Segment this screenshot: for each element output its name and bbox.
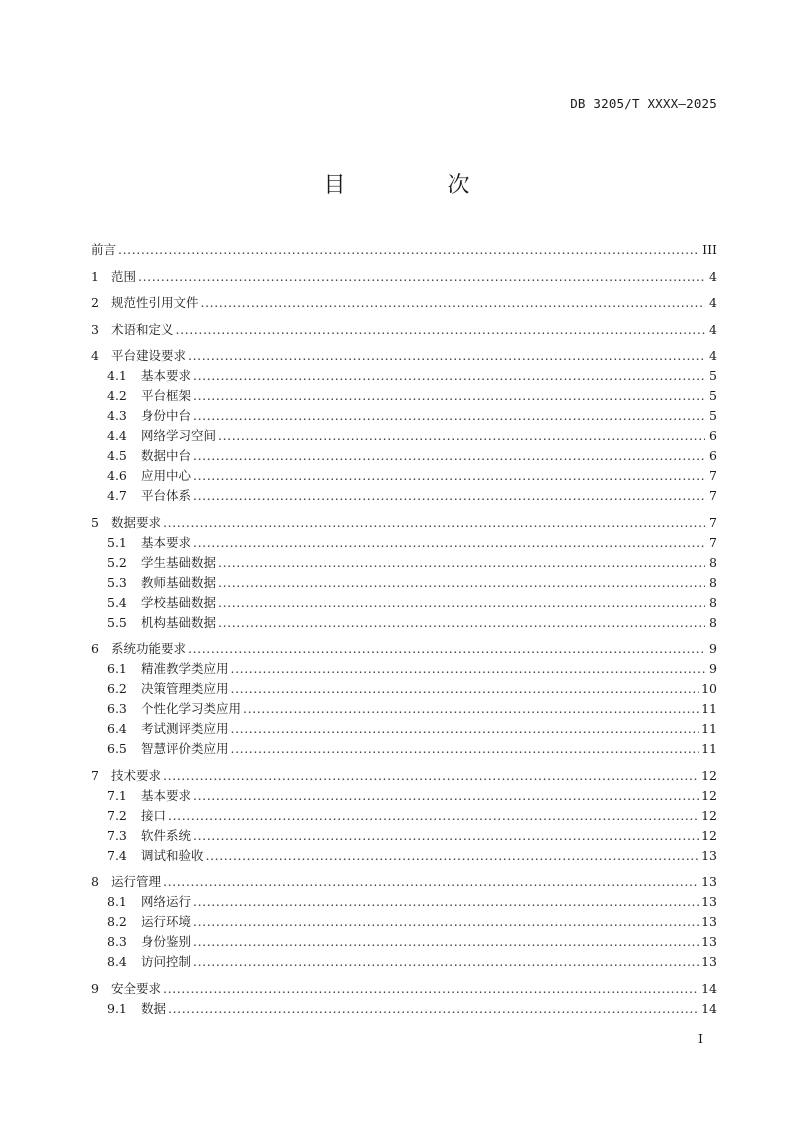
toc-subentry[interactable]	[91, 406, 717, 426]
toc-entry[interactable]	[91, 766, 717, 786]
toc-entry-number: 8.4	[107, 954, 127, 969]
toc-entry-page: 6	[709, 428, 717, 443]
toc-entry-page: 12	[701, 787, 717, 803]
toc-subentry[interactable]	[91, 912, 717, 932]
toc-subentry[interactable]	[91, 533, 717, 553]
toc-entry-number: 4.6	[107, 468, 127, 483]
toc-entry-number: 7	[91, 767, 99, 783]
toc-entry-label: 个性化学习类应用	[141, 701, 242, 716]
toc-entry-page: 9	[709, 641, 717, 656]
toc-entry-page: 12	[701, 807, 717, 823]
toc-entry-label: 范围	[111, 268, 137, 284]
toc-entry-number: 4	[91, 348, 99, 363]
toc-entry[interactable]	[91, 513, 717, 533]
toc-entry-number: 7.1	[107, 787, 127, 803]
toc-entry-page: 7	[709, 468, 717, 483]
toc-subentry[interactable]	[91, 659, 717, 679]
toc-dot-leader	[193, 406, 705, 426]
toc-dot-leader	[163, 872, 699, 892]
toc-dot-leader	[218, 426, 705, 446]
toc-entry-label: 网络运行	[141, 894, 192, 909]
toc-subentry[interactable]	[91, 826, 717, 846]
toc-entry-label: 运行管理	[111, 874, 162, 889]
toc-entry[interactable]	[91, 240, 717, 260]
page-number: I	[698, 1031, 703, 1046]
toc-entry-number: 5.3	[107, 574, 127, 590]
toc-entry[interactable]	[91, 267, 717, 287]
toc-subentry[interactable]	[91, 952, 717, 972]
toc-dot-leader	[206, 846, 700, 866]
toc-entry-page: 13	[701, 914, 717, 929]
toc-entry-page: 11	[701, 721, 717, 736]
toc-subentry[interactable]	[91, 999, 717, 1019]
toc-entry-label: 调试和验收	[141, 847, 204, 863]
toc-subentry[interactable]	[91, 386, 717, 406]
toc-subentry[interactable]	[91, 892, 717, 912]
toc-dot-leader	[218, 613, 705, 633]
toc-entry-number: 6	[91, 641, 99, 656]
toc-entry-number: 6.1	[107, 661, 127, 676]
toc-dot-leader	[193, 366, 705, 386]
toc-dot-leader	[193, 912, 699, 932]
toc-dot-leader	[193, 386, 705, 406]
toc-entry-label: 软件系统	[141, 827, 192, 843]
toc-dot-leader	[168, 806, 699, 826]
document-code: DB 3205/T XXXX—2025	[570, 96, 717, 111]
toc-subentry[interactable]	[91, 486, 717, 506]
toc-subentry[interactable]	[91, 719, 717, 739]
toc-entry-number: 4.2	[107, 388, 127, 403]
toc-entry-label: 平台框架	[141, 388, 192, 403]
toc-entry-label: 前言	[91, 242, 117, 257]
toc-entry-label: 基本要求	[141, 534, 192, 550]
toc-dot-leader	[193, 486, 705, 506]
toc-entry-number: 9.1	[107, 1000, 127, 1016]
toc-entry-page: 11	[701, 701, 717, 716]
toc-dot-leader	[193, 826, 699, 846]
toc-dot-leader	[193, 892, 699, 912]
toc-entry-number: 8	[91, 874, 99, 889]
toc-dot-leader	[163, 513, 705, 533]
toc-entry-page: 4	[709, 268, 717, 284]
toc-subentry[interactable]	[91, 739, 717, 759]
toc-entry-label: 数据中台	[141, 448, 192, 463]
toc-entry-label: 系统功能要求	[111, 641, 187, 656]
toc-entry-number: 4.7	[107, 488, 127, 503]
toc-subentry[interactable]	[91, 786, 717, 806]
toc-entry-page: 12	[701, 827, 717, 843]
toc-entry-label: 网络学习空间	[141, 428, 217, 443]
toc-dot-leader	[163, 979, 699, 999]
toc-entry-label: 机构基础数据	[141, 614, 217, 630]
toc-entry-number: 5.2	[107, 554, 127, 570]
toc-entry-page: 7	[709, 534, 717, 550]
toc-subentry[interactable]	[91, 613, 717, 633]
toc-entry-label: 考试测评类应用	[141, 721, 229, 736]
toc-entry-label: 学校基础数据	[141, 594, 217, 610]
toc-entry[interactable]	[91, 872, 717, 892]
toc-entry-label: 访问控制	[141, 954, 192, 969]
toc-entry-label: 应用中心	[141, 468, 192, 483]
toc-entry-number: 6.2	[107, 681, 127, 696]
toc-dot-leader	[231, 719, 700, 739]
toc-entry[interactable]	[91, 639, 717, 659]
toc-subentry[interactable]	[91, 426, 717, 446]
toc-entry-label: 身份鉴别	[141, 934, 192, 949]
toc-entry-page: 11	[701, 741, 717, 756]
toc-dot-leader	[231, 679, 700, 699]
toc-dot-leader	[188, 639, 705, 659]
toc-subentry[interactable]	[91, 446, 717, 466]
toc-entry-page: 8	[709, 594, 717, 610]
toc-entry-number: 2	[91, 295, 99, 310]
toc-subentry[interactable]	[91, 679, 717, 699]
toc-entry-page: 9	[709, 661, 717, 676]
toc-entry-page: 4	[709, 295, 717, 310]
toc-entry-label: 学生基础数据	[141, 554, 217, 570]
toc-entry-page: 13	[701, 894, 717, 909]
toc-dot-leader	[218, 593, 705, 613]
toc-entry-label: 决策管理类应用	[141, 681, 229, 696]
toc-entry-number: 9	[91, 980, 99, 996]
toc-entry-page: 12	[701, 767, 717, 783]
toc-entry-page: 8	[709, 614, 717, 630]
toc-entry-page: 8	[709, 554, 717, 570]
toc-dot-leader	[118, 240, 700, 260]
toc-entry-page: 7	[709, 488, 717, 503]
toc-entry-label: 基本要求	[141, 787, 192, 803]
toc-entry-number: 7.4	[107, 847, 127, 863]
toc-title: 目 次	[323, 173, 510, 198]
toc-entry-number: 7.3	[107, 827, 127, 843]
toc-dot-leader	[176, 320, 705, 340]
toc-dot-leader	[201, 293, 705, 313]
toc-entry-page: 7	[709, 514, 717, 530]
toc-entry-label: 技术要求	[111, 767, 162, 783]
toc-entry-number: 6.3	[107, 701, 127, 716]
toc-dot-leader	[231, 659, 705, 679]
toc-entry-number: 5.5	[107, 614, 127, 630]
toc-entry[interactable]	[91, 293, 717, 313]
toc-entry-number: 6.4	[107, 721, 127, 736]
toc-entry-label: 平台体系	[141, 488, 192, 503]
toc-entry-page: III	[702, 242, 717, 257]
toc-entry-page: 13	[701, 934, 717, 949]
toc-subentry[interactable]	[91, 366, 717, 386]
toc-subentry[interactable]	[91, 593, 717, 613]
table-of-contents	[91, 240, 717, 1019]
toc-entry-page: 14	[701, 980, 717, 996]
toc-subentry[interactable]	[91, 553, 717, 573]
toc-entry-number: 7.2	[107, 807, 127, 823]
toc-dot-leader	[193, 952, 699, 972]
toc-entry-page: 13	[701, 847, 717, 863]
toc-entry-page: 5	[709, 408, 717, 423]
toc-entry-number: 6.5	[107, 741, 127, 756]
toc-entry-page: 5	[709, 388, 717, 403]
toc-entry-number: 4.3	[107, 408, 127, 423]
toc-entry-label: 安全要求	[111, 980, 162, 996]
toc-entry[interactable]	[91, 346, 717, 366]
toc-entry-label: 智慧评价类应用	[141, 741, 229, 756]
toc-dot-leader	[193, 533, 705, 553]
toc-subentry[interactable]	[91, 699, 717, 719]
toc-entry-page: 8	[709, 574, 717, 590]
toc-entry-label: 身份中台	[141, 408, 192, 423]
toc-entry-label: 术语和定义	[111, 321, 174, 337]
toc-entry-label: 规范性引用文件	[111, 295, 199, 310]
toc-dot-leader	[193, 932, 699, 952]
toc-entry-number: 4.1	[107, 368, 127, 383]
toc-entry-page: 13	[701, 954, 717, 969]
toc-dot-leader	[138, 267, 705, 287]
toc-dot-leader	[231, 739, 700, 759]
toc-entry[interactable]	[91, 979, 717, 999]
toc-entry-label: 数据要求	[111, 514, 162, 530]
toc-dot-leader	[188, 346, 705, 366]
toc-dot-leader	[218, 553, 705, 573]
toc-entry-label: 接口	[141, 807, 167, 823]
toc-entry-number: 5.4	[107, 594, 127, 610]
toc-subentry[interactable]	[91, 932, 717, 952]
toc-dot-leader	[218, 573, 705, 593]
toc-entry-page: 14	[701, 1000, 717, 1016]
toc-dot-leader	[163, 766, 699, 786]
toc-entry-number: 5.1	[107, 534, 127, 550]
toc-entry-page: 13	[701, 874, 717, 889]
toc-subentry[interactable]	[91, 466, 717, 486]
toc-entry-number: 3	[91, 321, 99, 337]
toc-entry-label: 运行环境	[141, 914, 192, 929]
toc-entry-page: 6	[709, 448, 717, 463]
toc-entry-label: 教师基础数据	[141, 574, 217, 590]
toc-entry[interactable]	[91, 320, 717, 340]
toc-entry-number: 8.1	[107, 894, 127, 909]
toc-entry-number: 5	[91, 514, 99, 530]
toc-entry-page: 4	[709, 321, 717, 337]
toc-dot-leader	[193, 466, 705, 486]
toc-dot-leader	[168, 999, 699, 1019]
toc-entry-number: 4.5	[107, 448, 127, 463]
toc-subentry[interactable]	[91, 573, 717, 593]
toc-entry-label: 精准教学类应用	[141, 661, 229, 676]
toc-entry-label: 平台建设要求	[111, 348, 187, 363]
toc-entry-page: 5	[709, 368, 717, 383]
toc-subentry[interactable]	[91, 806, 717, 826]
toc-dot-leader	[193, 786, 699, 806]
toc-subentry[interactable]	[91, 846, 717, 866]
toc-entry-number: 8.2	[107, 914, 127, 929]
toc-entry-number: 8.3	[107, 934, 127, 949]
toc-entry-number: 1	[91, 268, 99, 284]
toc-entry-number: 4.4	[107, 428, 127, 443]
toc-entry-page: 4	[709, 348, 717, 363]
toc-entry-label: 基本要求	[141, 368, 192, 383]
toc-entry-page: 10	[701, 681, 717, 696]
toc-dot-leader	[193, 446, 705, 466]
toc-dot-leader	[243, 699, 699, 719]
toc-entry-label: 数据	[141, 1000, 167, 1016]
